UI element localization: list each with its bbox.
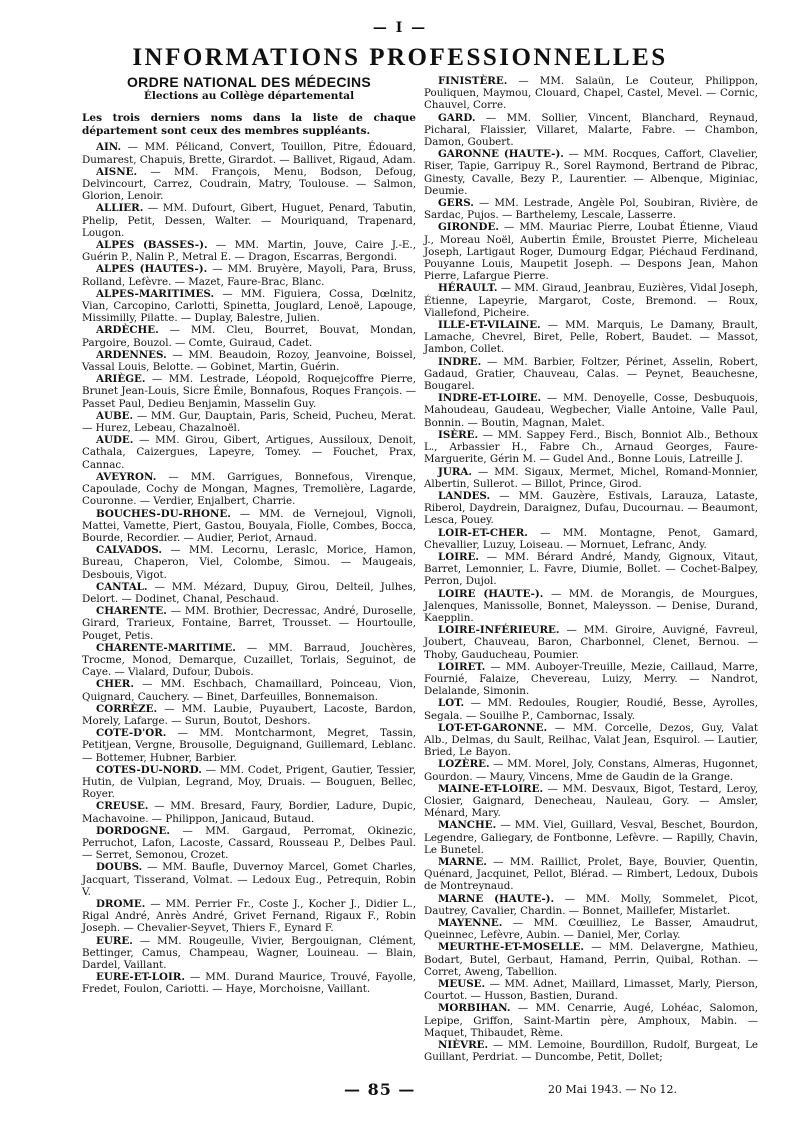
department-entry: [424, 588, 758, 625]
member-names: — MM. Cenarrie, Augé, Lohéac, Salomon, Lepipe, Griffon, Saint-Martin père, Amphoux, Mabin. — Maquet, Thibaudet, Rème.: [424, 1002, 758, 1039]
member-names: — MM. Eschbach, Chamaillard, Poinceau, Vion, Quignard, Cauchery. — Binet, Darfeuilles, Bonnemaison.: [82, 678, 416, 703]
department-entry: [424, 758, 758, 782]
department-entry: [424, 819, 758, 856]
roman-page-number: — I —: [372, 20, 428, 36]
department-name: MAINE-ET-LOIRE.: [438, 782, 544, 795]
department-name: GIRONDE.: [438, 221, 499, 234]
member-names: — MM. Gargaud, Perromat, Okinezic, Perruchot, Lafon, Lacoste, Cassard, Rousseau P., Delbes Paul. — Serret, Semonou, Crozet.: [82, 824, 416, 862]
department-entry: [82, 703, 416, 727]
member-names: — MM. Mézard, Dupuy, Girou, Delteil, Julhes, Delort. — Dodinet, Chanal, Peschaud.: [82, 580, 416, 605]
department-name: INDRE-ET-LOIRE.: [438, 392, 542, 405]
department-entry: [424, 856, 758, 893]
member-names: — MM. Perrier Fr., Coste J., Kocher J., Didier L., Rigal André, Anrès André, Grivet Fernand, Rigaux F., Robin Joseph. — Chevalier-Seyvet, Thiers F., Eynard F.: [82, 898, 416, 935]
department-entry: [424, 551, 758, 588]
department-name: AISNE.: [96, 165, 138, 178]
department-entry: [424, 466, 758, 490]
member-names: — MM. Sigaux, Mermet, Michel, Romand-Monnier, Albertin, Sullerot. — Billot, Prince, Girod.: [424, 465, 758, 490]
member-names: — MM. Brothier, Decressac, André, Duroselle, Girard, Trarieux, Fontaine, Barret, Trousset. — Hourtoulle, Pouget, Petis.: [82, 605, 416, 642]
department-name: GARD.: [438, 111, 476, 124]
section-subheading: Élections au Collège départemental: [143, 90, 355, 103]
department-entry: [82, 202, 416, 239]
department-entry: [82, 434, 416, 471]
department-name: MEURTHE-ET-MOSELLE.: [438, 941, 584, 954]
department-entry: [82, 324, 416, 348]
department-name: ARIÈGE.: [96, 373, 146, 386]
member-names: — MM. Baufle, Duvernoy Marcel, Gomet Charles, Jacquart, Tisserand, Volmat. — Ledoux Eug., Petrequin, Robin V.: [82, 861, 416, 898]
member-names: — MM. Dufourt, Gibert, Huguet, Penard, Tabutin, Phelip, Petit, Dessen, Walter. — Mouriquand, Trapenard, Lougon.: [82, 202, 416, 239]
department-name: ALLIER.: [96, 202, 144, 215]
department-entry: [424, 941, 758, 978]
member-names: — MM. Beaudoin, Rozoy, Jeanvoine, Boissel, Vassal Louis, Belotte. — Gobinet, Martin, Guérin.: [82, 348, 416, 374]
department-name: DORDOGNE.: [96, 824, 170, 837]
department-name: EURE-ET-LOIR.: [96, 971, 185, 984]
right-column: [424, 75, 758, 1063]
department-name: NIÈVRE.: [438, 1039, 489, 1052]
department-name: ALPES (HAUTES-).: [96, 263, 208, 276]
department-entry: [82, 166, 416, 203]
department-name: HÉRAULT.: [438, 282, 498, 295]
department-entry: [424, 148, 758, 197]
member-names: — MM. Denoyelle, Cosse, Desbuquois, Mahoudeau, Gaudeau, Wegbecher, Vialle Antoine, Valle Paul, Bonnin. — Boutin, Magnan, Malet.: [424, 392, 758, 429]
right-entry-list: [424, 75, 758, 1063]
member-names: — MM. Montcharmont, Megret, Tassin, Petitjean, Vergne, Brousolle, Deguignand, Guillemard, Leblanc. — Bottemer, Hubner, Barbier.: [82, 727, 416, 764]
member-names: — MM. Giroire, Auvigné, Favreul, Joubert, Chauveau, Baron, Charbonnel, Clenet, Bernou. — Thoby, Gauducheau, Poumier.: [424, 624, 758, 661]
department-entry: [82, 678, 416, 702]
department-name: CREUSE.: [96, 800, 149, 813]
department-name: LOIR-ET-CHER.: [438, 526, 528, 539]
member-names: — MM. de Morangis, de Mourgues, Jalenques, Manissolle, Bonnet, Maleysson. — Denise, Durand, Kaepplin.: [424, 587, 758, 624]
department-name: EURE.: [96, 934, 133, 947]
member-names: — MM. Sappey Ferd., Bisch, Bonniot Alb., Bethoux L., Arbassier H., Fabre Ch., Arnaud Georges, Faure-Marguerite, Gérin M. — Gudel And., Bonne Louis, Latreille J.: [424, 428, 758, 466]
department-name: GERS.: [438, 197, 474, 210]
department-entry: [424, 75, 758, 112]
member-names: — MM. Bruyère, Mayoli, Para, Bruss, Rolland, Lefèvre. — Mazet, Faure-Brac, Blanc.: [82, 263, 416, 288]
department-entry: [424, 917, 758, 941]
member-names: — MM. Montagne, Penot, Gamard, Chevallier, Luzuy, Loiseau. — Mornuet, Lefranc, Andy.: [424, 526, 758, 551]
department-name: MARNE (HAUTE-).: [438, 892, 555, 905]
member-names: — MM. Rougeulle, Vivier, Bergouignan, Clément, Bettinger, Camus, Champeau, Wagner, Louineau. — Blain, Dardel, Vaillant.: [82, 934, 416, 972]
member-names: — MM. Codet, Prigent, Gautier, Tessier, Hutin, de Vulpian, Legrand, Moy, Druais. — Bouguen, Bellec, Royer.: [82, 763, 416, 801]
department-entry: [424, 624, 758, 661]
department-entry: [82, 544, 416, 581]
department-entry: [424, 490, 758, 527]
section-heading: ORDRE NATIONAL DES MÉDECINS: [126, 74, 372, 90]
department-name: MEUSE.: [438, 978, 486, 991]
department-entry: [82, 825, 416, 862]
member-names: — MM. Morel, Joly, Constans, Almeras, Hugonnet, Gourdon. — Maury, Vincens, Mme de Gaudin de la Grange.: [424, 758, 758, 783]
department-entry: [82, 373, 416, 410]
member-names: — MM. Girou, Gibert, Artigues, Aussiloux, Denoit, Cathala, Caizergues, Lapeyre, Tomey. — Fouchet, Prax, Cannac.: [82, 434, 416, 471]
department-name: ILLE-ET-VILAINE.: [438, 319, 541, 332]
department-name: CHER.: [96, 678, 134, 691]
department-name: LOZÈRE.: [438, 758, 490, 771]
department-name: DOUBS.: [96, 861, 143, 874]
member-names: — MM. Giraud, Jeanbrau, Euzières, Vidal Joseph, Étienne, Lapeyrie, Margarot, Coste, Bremond. — Roux, Viallefond, Picheire.: [424, 282, 758, 319]
department-entry: [82, 642, 416, 679]
department-entry: [82, 471, 416, 508]
department-entry: [424, 319, 758, 356]
department-name: LOT-ET-GARONNE.: [438, 721, 548, 734]
department-name: FINISTÈRE.: [438, 75, 508, 87]
member-names: — MM. Laubie, Puyaubert, Lacoste, Bardon, Morely, Lafarge. — Surun, Boutot, Deshors.: [82, 702, 416, 727]
department-entry: [82, 508, 416, 545]
department-entry: [82, 605, 416, 642]
department-name: DROME.: [96, 898, 146, 910]
department-entry: [424, 356, 758, 393]
member-names: — MM. Sollier, Vincent, Blanchard, Reynaud, Picharal, Flaissier, Villaret, Malarte, Fabre. — Chambon, Damon, Goubert.: [424, 111, 758, 149]
department-name: LOIRE (HAUTE-).: [438, 587, 544, 600]
department-entry: [424, 783, 758, 820]
member-names: — MM. Lecornu, Leraslc, Morice, Hamon, Bureau, Chaperon, Viel, Colombe, Simou. — Maugeais, Desbouis, Vigot.: [82, 544, 416, 581]
department-entry: [82, 239, 416, 263]
department-name: LANDES.: [438, 489, 491, 502]
member-names: — MM. Durand Maurice, Trouvé, Fayolle, Fredet, Foulon, Cariotti. — Haye, Morchoisne, Vaillant.: [82, 971, 416, 996]
department-entry: [82, 898, 416, 935]
department-name: ISÈRE.: [438, 428, 479, 441]
department-name: JURA.: [438, 465, 472, 478]
member-names: — MM. Figuiera, Cossa, Dœlnitz, Vian, Carcopino, Carlotti, Spinetta, Jouglard, Lenoë, Lapouge, Missimilly, Pilatte. — Duplay, Balestre, Julien.: [82, 287, 416, 325]
department-entry: [82, 410, 416, 434]
member-names: — MM. Adnet, Maillard, Limasset, Marly, Pierson, Courtot. — Husson, Bastien, Durand.: [424, 978, 758, 1003]
member-names: — MM. Pélicand, Convert, Touillon, Pitre, Édouard, Dumarest, Chapuis, Brette, Girardot. — Ballivet, Rigaud, Adam.: [82, 141, 416, 166]
department-entry: [424, 197, 758, 221]
department-entry: [82, 800, 416, 824]
department-name: CHARENTE-MARITIME.: [96, 641, 236, 654]
department-name: ARDÈCHE.: [96, 324, 159, 337]
department-name: CORRÈZE.: [96, 702, 158, 715]
department-name: AUDE.: [96, 434, 134, 447]
department-entry: [424, 112, 758, 149]
member-names: — MM. Desvaux, Bigot, Testard, Leroy, Closier, Gaignard, Denecheau, Nauleau, Gory. — Amsler, Ménard, Mary.: [424, 782, 758, 820]
department-name: CANTAL.: [96, 580, 148, 593]
section-note: Les trois derniers noms dans la liste de chaque département sont ceux des membres suppléants.: [82, 112, 416, 137]
member-names: — MM. de Vernejoul, Vignoli, Mattei, Vamette, Piert, Gastou, Bouyala, Fiolle, Combes, Bocca, Bourde, Recordier. — Audier, Periot, Arnaud.: [82, 507, 416, 544]
member-names: — MM. Delavergne, Mathieu, Bodart, Butel, Gerbaut, Hamand, Perrin, Quibal, Rothan. — Corret, Aweng, Tabellion.: [424, 941, 758, 978]
member-names: — MM. Viel, Guillard, Vesval, Beschet, Bourdon, Legendre, Galiegary, de Fontbonne, Lefèvre. — Rapilly, Chavin, Le Bunetel.: [424, 819, 758, 856]
member-names: — MM. François, Menu, Bodson, Defoug, Delvincourt, Carrez, Coudrain, Matry, Toulouse. — Salmon, Glorion, Lenoir.: [82, 165, 416, 203]
department-entry: [424, 282, 758, 319]
department-name: ALPES-MARITIMES.: [96, 287, 215, 300]
department-entry: [424, 697, 758, 721]
department-name: ALPES (BASSES-).: [96, 239, 208, 252]
department-name: COTES-DU-NORD.: [96, 763, 202, 776]
department-name: MANCHE.: [438, 819, 497, 832]
department-entry: [82, 935, 416, 972]
department-entry: [424, 527, 758, 551]
department-name: COTE-D'OR.: [96, 727, 167, 740]
department-name: MAYENNE.: [438, 917, 503, 930]
member-names: — MM. Lestrade, Léopold, Roquejcoffre Pierre, Brunet Jean-Louis, Sicre Émile, Bonnafous, Roques François. — Passet Paul, Dedieu Benjamin, Masselin Guy.: [82, 373, 416, 410]
department-name: CHARENTE.: [96, 605, 167, 618]
member-names: — MM. Barraud, Jouchères, Trocme, Monod, Demarque, Cuzaillet, Torlais, Seguinot, de Caye. — Vialard, Dufour, Dubois.: [82, 641, 416, 679]
left-column: [82, 74, 416, 996]
member-names: — MM. Gauzère, Estivals, Larauza, Lataste, Riberol, Daydrein, Daraignez, Dufau, Ducournau. — Beaumont, Lesca, Pouey.: [424, 489, 758, 527]
member-names: — MM. Salaün, Le Couteur, Philippon, Pouliquen, Maymou, Clouard, Chapel, Castel, Mevel. — Cornic, Chauvel, Corre.: [424, 75, 758, 112]
department-entry: [82, 727, 416, 764]
department-entry: [82, 349, 416, 373]
department-entry: [82, 861, 416, 898]
department-entry: [424, 1039, 758, 1063]
department-entry: [82, 764, 416, 801]
member-names: — MM. Rocques, Caffort, Clavelier, Riser, Tapie, Garripuy R., Sorel Raymond, Bertrand de Pibrac, Ginesty, Cavalle, Bezy P., Laurentier. — Albenque, Miginiac, Deumie.: [424, 148, 758, 197]
department-name: AUBE.: [96, 409, 134, 422]
member-names: — MM. Barbier, Foltzer, Périnet, Asselin, Robert, Gadaud, Gratier, Chauveau, Calas. — Peynet, Beauchesne, Bougarel.: [424, 355, 758, 393]
department-entry: [424, 661, 758, 698]
department-entry: [424, 392, 758, 429]
department-name: AIN.: [96, 141, 122, 154]
department-name: MORBIHAN.: [438, 1002, 511, 1015]
footer-date: 20 Mai 1943. — No 12.: [548, 1083, 678, 1096]
department-entry: [424, 893, 758, 917]
department-entry: [424, 978, 758, 1002]
department-name: AVEYRON.: [96, 470, 157, 483]
member-names: — MM. Cleu, Bourret, Bouvat, Mondan, Pargoire, Bouzol. — Comte, Guiraud, Cadet.: [82, 324, 416, 349]
department-name: LOIRET.: [438, 660, 486, 673]
member-names: — MM. Bresard, Faury, Bordier, Ladure, Dupic, Machavoine. — Philippon, Janicaud, Butaud.: [82, 800, 416, 825]
member-names: — MM. Garrigues, Bonnefous, Virenque, Capoulade, Cochy de Mongan, Magnes, Tremolière, Lagarde, Couronne. — Verdier, Enjalbert, Charrie.: [82, 470, 416, 508]
department-name: GARONNE (HAUTE-).: [438, 148, 564, 161]
department-entry: [82, 581, 416, 605]
department-entry: [82, 288, 416, 325]
member-names: — MM. Bérard André, Mandy, Gignoux, Vitaut, Barret, Lemonnier, L. Favre, Diumie, Bollet. — Cochet-Balpey, Perron, Dujol.: [424, 550, 758, 588]
member-names: — MM. Cœuilliez, Le Basser, Amaudrut, Queinnec, Lefèvre, Aubin. — Daniel, Mer, Corlay.: [424, 917, 758, 942]
member-names: — MM. Molly, Sommelet, Picot, Dautrey, Cavalier, Chardin. — Bonnet, Maillefer, Mistarlet.: [424, 892, 758, 917]
department-name: INDRE.: [438, 355, 482, 368]
department-name: CALVADOS.: [96, 544, 162, 557]
member-names: — MM. Raillict, Prolet, Baye, Bouvier, Quentin, Quénard, Jacquinet, Pellot, Blérad. — Rimbert, Ledoux, Dubois de Montreynaud.: [424, 856, 758, 893]
department-name: LOIRE-INFÉRIEURE.: [438, 624, 560, 637]
member-names: — MM. Marquis, Le Damany, Brault, Lamache, Chevrel, Biret, Pelle, Robert, Baudet. — Massot, Jambon, Collet.: [424, 319, 758, 356]
page-title: INFORMATIONS PROFESSIONNELLES: [132, 44, 668, 71]
department-entry: [424, 1002, 758, 1039]
footer-page-number: — 85 —: [344, 1080, 416, 1099]
member-names: — MM. Gur, Dauptain, Paris, Scheid, Pucheu, Merat. — Hurez, Lebeau, Chazalnoël.: [82, 409, 416, 435]
department-name: MARNE.: [438, 856, 487, 868]
department-name: LOT.: [438, 697, 465, 710]
department-name: ARDENNES.: [96, 348, 167, 361]
department-entry: [424, 722, 758, 759]
department-entry: [424, 221, 758, 282]
department-name: BOUCHES-DU-RHONE.: [96, 507, 231, 520]
department-name: LOIRE.: [438, 550, 480, 563]
member-names: — MM. Mauriac Pierre, Loubat Étienne, Viaud J., Moreau Noël, Aubertin Émile, Broustet Pierre, Micheleau Joseph, Lartigaut Roger, Dumourg Edgar, Piéchaud Ferdinand, Pouyanne Louis, Maupetit Joseph. — Despons Jean, Mahon Pierre, Lafargue Pierre.: [424, 221, 758, 283]
department-entry: [82, 141, 416, 165]
department-entry: [82, 263, 416, 287]
member-names: — MM. Lemoine, Bourdillon, Rudolf, Burgeat, Le Guillant, Perdriat. — Duncombe, Petit, Dollet;: [424, 1039, 758, 1064]
member-names: — MM. Redoules, Rougier, Roudié, Besse, Ayrolles, Segala. — Souilhe P., Cambornac, Issaly.: [424, 697, 758, 722]
left-entry-list: [82, 141, 416, 995]
department-entry: [424, 429, 758, 466]
member-names: — MM. Auboyer-Treuille, Mezie, Caillaud, Marre, Fournié, Falaize, Chevereau, Luizy, Merry. — Nandrot, Delalande, Simonin.: [424, 660, 758, 698]
member-names: — MM. Lestrade, Angèle Pol, Soubiran, Rivière, de Sardac, Pujos. — Barthelemy, Lescale, Lasserre.: [424, 197, 758, 222]
department-entry: [82, 971, 416, 995]
member-names: — MM. Corcelle, Dezos, Guy, Valat Alb., Delmas, du Sault, Reilhac, Valat Jean, Esquirol. — Lautier, Bried, Le Bayon.: [424, 721, 758, 759]
member-names: — MM. Martin, Jouve, Caire J.-E., Guérin P., Nalin P., Metral E. — Dragon, Escarras, Bergondi.: [82, 239, 416, 264]
